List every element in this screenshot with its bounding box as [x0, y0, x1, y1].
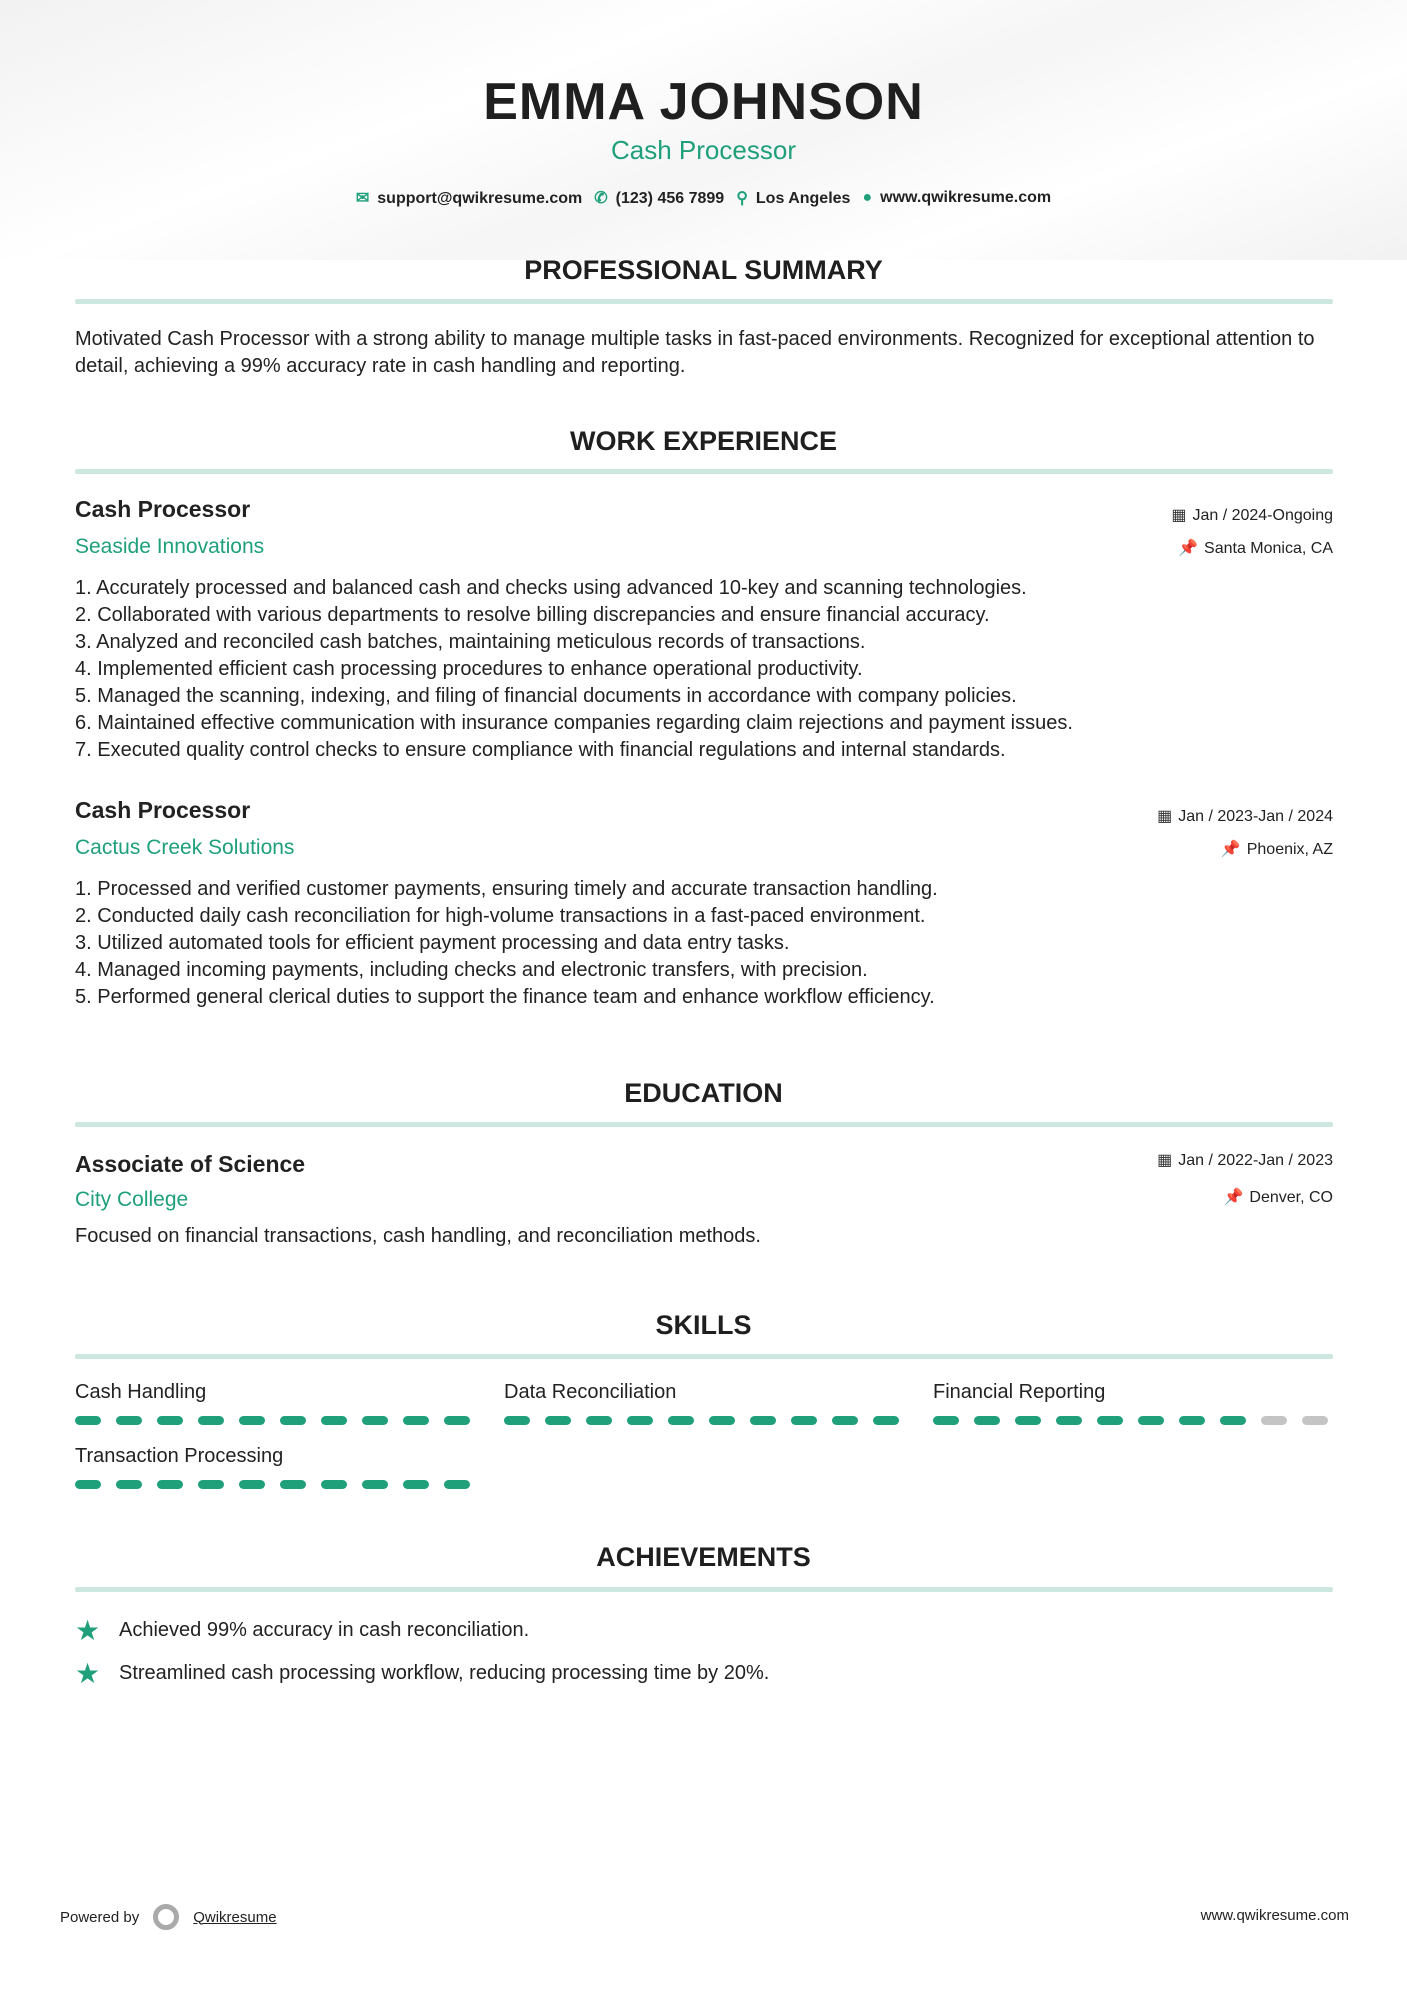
skill-level-bar	[504, 1416, 904, 1425]
achievement-item	[75, 1614, 529, 1647]
pushpin-icon: 📌	[1178, 540, 1199, 557]
skill-item	[933, 1381, 1333, 1425]
email-item[interactable]	[356, 188, 582, 208]
skill-dot	[545, 1416, 571, 1425]
phone-item	[594, 188, 724, 208]
skill-item	[75, 1445, 475, 1489]
list-item: 2. Collaborated with various departments to resolve billing discrepancies and ensure financial accuracy.	[75, 604, 990, 626]
list-item: 5. Managed the scanning, indexing, and filing of financial documents in accordance with company policies.	[75, 685, 1017, 707]
skill-dot	[280, 1416, 306, 1425]
summary-heading: PROFESSIONAL SUMMARY	[524, 255, 883, 285]
candidate-name: EMMA JOHNSON	[483, 73, 924, 131]
skill-dot	[116, 1480, 142, 1489]
section-divider	[75, 1122, 1333, 1127]
achievement-item	[75, 1657, 769, 1690]
skill-dot	[403, 1416, 429, 1425]
skill-dot	[1179, 1416, 1205, 1425]
globe-icon: ●	[862, 189, 873, 206]
qwikresume-logo-icon	[153, 1904, 179, 1930]
job-location	[1178, 538, 1333, 558]
skill-name: Data Reconciliation	[504, 1381, 677, 1403]
job-date-text: Jan / 2023-Jan / 2024	[1178, 808, 1333, 825]
skill-dot	[362, 1416, 388, 1425]
skill-name: Cash Handling	[75, 1381, 207, 1403]
list-item: 4. Managed incoming payments, including checks and electronic transfers, with precision.	[75, 959, 868, 981]
skill-dot	[1097, 1416, 1123, 1425]
list-item: 1. Processed and verified customer payments, ensuring timely and accurate transaction handling.	[75, 878, 938, 900]
achievements-heading: ACHIEVEMENTS	[596, 1542, 811, 1572]
job-company: Cactus Creek Solutions	[75, 836, 295, 859]
skill-dot	[791, 1416, 817, 1425]
skill-level-bar	[75, 1480, 475, 1489]
job-location-text: Santa Monica, CA	[1204, 540, 1333, 557]
list-item: 4. Implemented efficient cash processing procedures to enhance operational productivity.	[75, 658, 863, 680]
star-icon: ★	[75, 1615, 101, 1646]
skill-dot	[75, 1416, 101, 1425]
skills-heading: SKILLS	[655, 1310, 752, 1340]
email-text: support@qwikresume.com	[377, 190, 583, 207]
skill-dot	[239, 1480, 265, 1489]
skill-dot	[198, 1416, 224, 1425]
skill-dot	[116, 1416, 142, 1425]
map-pin-icon: ⚲	[736, 190, 748, 207]
work-heading: WORK EXPERIENCE	[569, 426, 838, 456]
qwikresume-link[interactable]: Qwikresume	[193, 1908, 277, 1926]
job-title: Cash Processor	[75, 797, 251, 823]
pushpin-icon: 📌	[1220, 841, 1241, 858]
skill-item	[75, 1381, 475, 1425]
skill-name: Transaction Processing	[75, 1445, 284, 1467]
skill-dot	[709, 1416, 735, 1425]
skill-dot	[75, 1480, 101, 1489]
envelope-icon: ✉	[355, 190, 370, 207]
website-item[interactable]	[862, 189, 1051, 207]
skill-dot	[198, 1480, 224, 1489]
skill-dot	[403, 1480, 429, 1489]
section-divider	[75, 1587, 1333, 1592]
powered-by-label: Powered by	[60, 1908, 140, 1926]
skill-dot	[157, 1480, 183, 1489]
skill-dot	[1015, 1416, 1041, 1425]
location-text: Los Angeles	[755, 190, 851, 207]
skill-dot	[1302, 1416, 1328, 1425]
job-title: Cash Processor	[75, 496, 251, 522]
skill-dot	[321, 1480, 347, 1489]
footer-website[interactable]: www.qwikresume.com	[1200, 1907, 1349, 1924]
achievement-text: Streamlined cash processing workflow, reducing processing time by 20%.	[119, 1662, 770, 1684]
candidate-role: Cash Processor	[611, 135, 796, 165]
job-date-text: Jan / 2024-Ongoing	[1192, 507, 1333, 524]
skill-dot	[933, 1416, 959, 1425]
job-location-text: Phoenix, AZ	[1246, 841, 1333, 858]
calendar-icon: ▦	[1157, 808, 1173, 825]
skill-dot	[750, 1416, 776, 1425]
job-bullets	[75, 575, 1073, 764]
skill-dot	[1056, 1416, 1082, 1425]
job-company: Seaside Innovations	[75, 535, 265, 558]
school: City College	[75, 1188, 189, 1211]
skill-dot	[832, 1416, 858, 1425]
skill-level-bar	[75, 1416, 475, 1425]
phone-icon: ✆	[594, 190, 608, 207]
list-item: 2. Conducted daily cash reconciliation for high-volume transactions in a fast-paced environment.	[75, 905, 926, 927]
job-date	[1157, 806, 1333, 826]
skill-dot	[239, 1416, 265, 1425]
education-location	[1223, 1187, 1333, 1207]
education-heading: EDUCATION	[624, 1078, 783, 1108]
skill-dot	[627, 1416, 653, 1425]
list-item: 3. Analyzed and reconciled cash batches, maintaining meticulous records of transactions.	[75, 631, 866, 653]
skill-dot	[444, 1416, 470, 1425]
list-item: 7. Executed quality control checks to ensure compliance with financial regulations and internal standards.	[75, 739, 1006, 761]
section-divider	[75, 1354, 1333, 1359]
skill-dot	[504, 1416, 530, 1425]
job-location	[1221, 839, 1333, 859]
skill-dot	[444, 1480, 470, 1489]
website-text: www.qwikresume.com	[880, 189, 1052, 206]
skill-dot	[157, 1416, 183, 1425]
star-icon: ★	[75, 1658, 101, 1689]
skill-dot	[1138, 1416, 1164, 1425]
contact-bar	[0, 188, 1407, 208]
list-item: 6. Maintained effective communication with insurance companies regarding claim rejections and payment issues.	[75, 712, 1073, 734]
job-bullets	[75, 876, 938, 1011]
location-item	[736, 188, 850, 208]
section-divider	[75, 469, 1333, 474]
skill-dot	[586, 1416, 612, 1425]
list-item: 5. Performed general clerical duties to support the finance team and enhance workflow efficiency.	[75, 986, 935, 1008]
list-item: 3. Utilized automated tools for efficient payment processing and data entry tasks.	[75, 932, 790, 954]
skill-dot	[1220, 1416, 1246, 1425]
calendar-icon: ▦	[1171, 507, 1187, 524]
skill-dot	[280, 1480, 306, 1489]
phone-text: (123) 456 7899	[615, 190, 725, 207]
achievement-text: Achieved 99% accuracy in cash reconciliation.	[119, 1619, 530, 1641]
skill-dot	[668, 1416, 694, 1425]
section-divider	[75, 299, 1333, 304]
education-date	[1157, 1150, 1333, 1170]
skill-dot	[321, 1416, 347, 1425]
education-location-text: Denver, CO	[1249, 1189, 1333, 1206]
skill-dot	[974, 1416, 1000, 1425]
education-description: Focused on financial transactions, cash handling, and reconciliation methods.	[75, 1225, 761, 1247]
skill-item	[504, 1381, 904, 1425]
skill-level-bar	[933, 1416, 1333, 1425]
calendar-icon: ▦	[1157, 1152, 1173, 1169]
job-date	[1171, 505, 1333, 525]
list-item: 1. Accurately processed and balanced cash and checks using advanced 10-key and scanning technologies.	[75, 577, 1027, 599]
degree: Associate of Science	[75, 1151, 306, 1177]
skill-name: Financial Reporting	[933, 1381, 1106, 1403]
pushpin-icon: 📌	[1223, 1189, 1244, 1206]
education-date-text: Jan / 2022-Jan / 2023	[1178, 1152, 1333, 1169]
skill-dot	[1261, 1416, 1287, 1425]
footer-powered	[60, 1904, 277, 1930]
summary-text: Motivated Cash Processor with a strong ability to manage multiple tasks in fast-paced environments. Recognized for exceptional attention to detail, achieving a 99% accuracy rate in cash handling and reporting.	[75, 328, 1315, 377]
skill-dot	[873, 1416, 899, 1425]
skill-dot	[362, 1480, 388, 1489]
